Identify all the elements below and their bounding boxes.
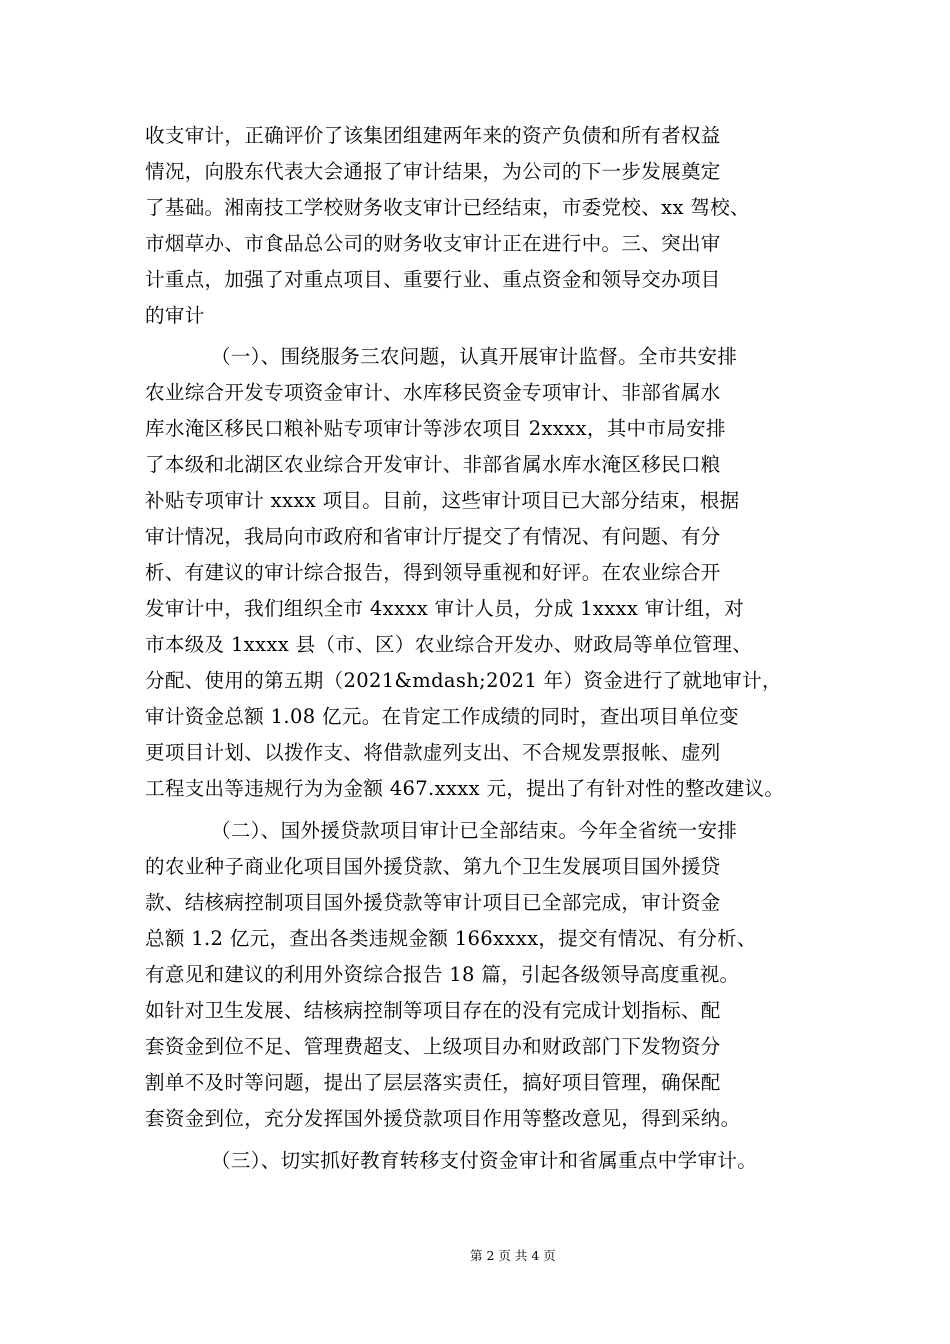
text-line: 补贴专项审计 xxxx 项目。目前，这些审计项目已大部分结束，根据 xyxy=(145,489,740,512)
text-line: 的审计 xyxy=(145,304,205,327)
text-line: 情况，向股东代表大会通报了审计结果，为公司的下一步发展奠定 xyxy=(145,160,721,183)
text-line: 计重点，加强了对重点项目、重要行业、重点资金和领导交办项目 xyxy=(145,268,721,291)
text-line: 收支审计，正确评价了该集团组建两年来的资产负债和所有者权益 xyxy=(145,124,721,147)
text-line: 市烟草办、市食品总公司的财务收支审计正在进行中。三、突出审 xyxy=(145,232,721,255)
text-line: 的农业种子商业化项目国外援贷款、第九个卫生发展项目国外援贷 xyxy=(145,855,721,878)
text-line: 了本级和北湖区农业综合开发审计、非部省属水库水淹区移民口粮 xyxy=(145,453,721,476)
text-line: 析、有建议的审计综合报告，得到领导重视和好评。在农业综合开 xyxy=(145,561,721,584)
text-line: 工程支出等违规行为为金额 467.xxxx 元，提出了有针对性的整改建议。 xyxy=(145,777,785,800)
text-line: 款、结核病控制项目国外援贷款等审计项目已全部完成，审计资金 xyxy=(145,891,721,914)
text-line: 有意见和建议的利用外资综合报告 18 篇，引起各级领导高度重视。 xyxy=(145,963,740,986)
paragraph-first-line: （一）、围绕服务三农问题，认真开展审计监督。全市共安排 xyxy=(211,345,738,368)
text-line: 审计资金总额 1.08 亿元。在肯定工作成绩的同时，查出项目单位变 xyxy=(145,705,739,728)
text-line: 如针对卫生发展、结核病控制等项目存在的没有完成计划指标、配 xyxy=(145,999,721,1022)
text-line: 割单不及时等问题，提出了层层落实责任，搞好项目管理，确保配 xyxy=(145,1071,721,1094)
text-line: 农业综合开发专项资金审计、水库移民资金专项审计、非部省属水 xyxy=(145,381,721,404)
text-line: 发审计中，我们组织全市 4xxxx 审计人员，分成 1xxxx 审计组，对 xyxy=(145,597,745,620)
text-line: 市本级及 1xxxx 县（市、区）农业综合开发办、财政局等单位管理、 xyxy=(145,633,753,656)
text-line: 库水淹区移民口粮补贴专项审计等涉农项目 2xxxx，其中市局安排 xyxy=(145,417,726,440)
page-number: 第 2 页 共 4 页 xyxy=(470,1248,556,1263)
text-line: 了基础。湘南技工学校财务收支审计已经结束，市委党校、xx 驾校、 xyxy=(145,196,750,219)
paragraph-first-line: （二）、国外援贷款项目审计已全部结束。今年全省统一安排 xyxy=(211,819,738,842)
text-line: 分配、使用的第五期（2021&mdash;2021 年）资金进行了就地审计， xyxy=(145,669,782,692)
text-line: 套资金到位，充分发挥国外援贷款项目作用等整改意见，得到采纳。 xyxy=(145,1107,741,1130)
paragraph-first-line: （三）、切实抓好教育转移支付资金审计和省属重点中学审计。 xyxy=(211,1149,758,1172)
text-line: 审计情况，我局向市政府和省审计厅提交了有情况、有问题、有分 xyxy=(145,525,721,548)
text-line: 更项目计划、以拨作支、将借款虚列支出、不合规发票报帐、虚列 xyxy=(145,741,721,764)
text-line: 总额 1.2 亿元，查出各类违规金额 166xxxx，提交有情况、有分析、 xyxy=(145,927,757,950)
text-line: 套资金到位不足、管理费超支、上级项目办和财政部门下发物资分 xyxy=(145,1035,721,1058)
